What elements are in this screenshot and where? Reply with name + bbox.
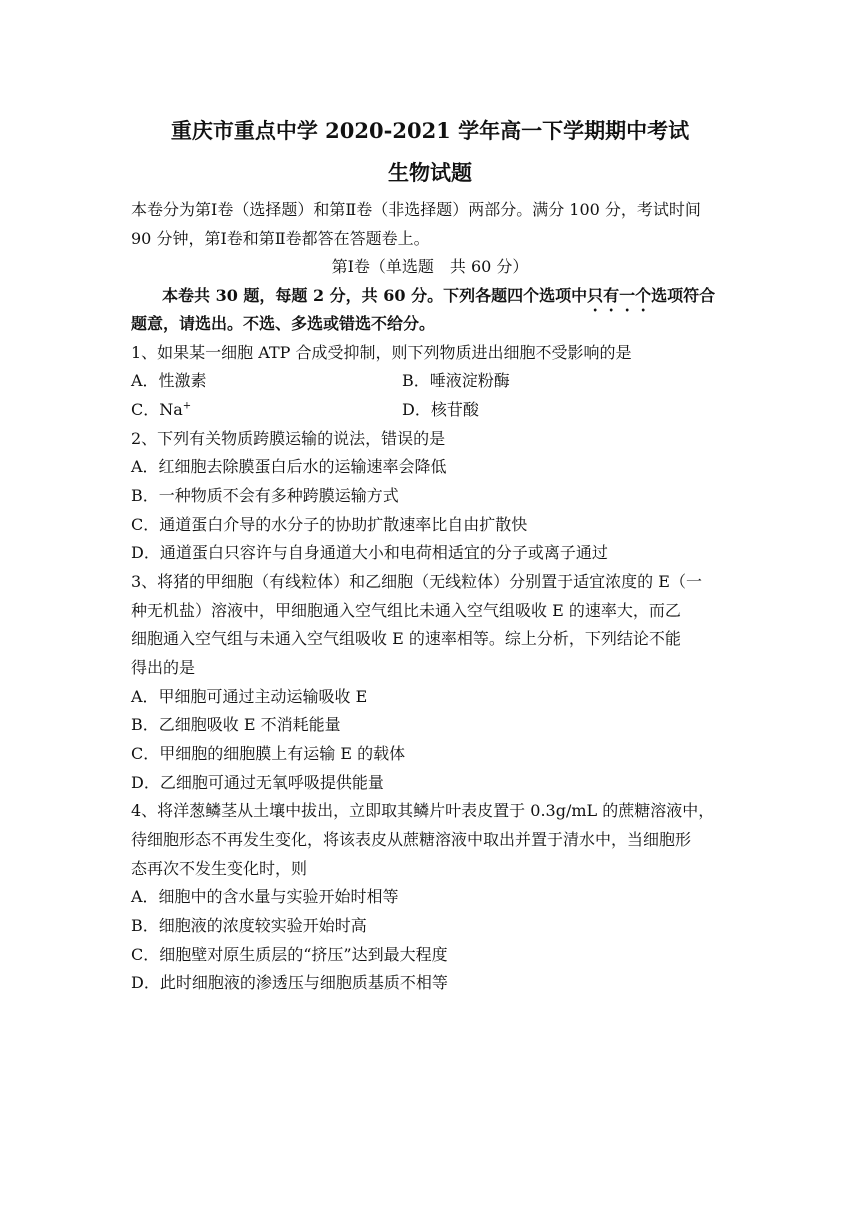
q2-option-c: C．通道蛋白介导的水分子的协助扩散速率比自由扩散快	[131, 515, 528, 534]
q1-stem: 1、如果某一细胞 ATP 合成受抑制，则下列物质进出细胞不受影响的是	[131, 343, 632, 362]
q3-option-a: A．甲细胞可通过主动运输吸收 E	[131, 687, 368, 706]
q4-stem-3: 态再次不发生变化时，则	[131, 859, 308, 878]
q4-option-d: D．此时细胞液的渗透压与细胞质基质不相等	[131, 973, 448, 992]
q1-option-d: D．核苷酸	[402, 400, 479, 419]
q3-stem-1: 3、将猪的甲细胞（有线粒体）和乙细胞（无线粒体）分别置于适宜浓度的 E（一	[131, 572, 702, 591]
q1-option-a: A．性激素	[131, 371, 207, 390]
q2-option-a: A．红细胞去除膜蛋白后水的运输速率会降低	[131, 457, 447, 476]
instructions-emphasis: 只有一个	[587, 286, 652, 305]
q4-option-c: C．细胞壁对原生质层的“挤压”达到最大程度	[131, 945, 448, 964]
q4-stem-2: 待细胞形态不再发生变化，将该表皮从蔗糖溶液中取出并置于清水中，当细胞形	[131, 830, 692, 849]
q2-option-d: D．通道蛋白只容许与自身通道大小和电荷相适宜的分子或离子通过	[131, 543, 608, 562]
section-instructions	[162, 284, 762, 315]
section-instructions-line-2: 题意，请选出。不选、多选或错选不给分。	[131, 314, 436, 333]
q4-stem-1: 4、将洋葱鳞茎从土壤中拔出，立即取其鳞片叶表皮置于 0.3g/mL 的蔗糖溶液中，	[131, 801, 715, 820]
q2-stem: 2、下列有关物质跨膜运输的说法，错误的是	[131, 429, 446, 448]
q3-option-c: C．甲细胞的细胞膜上有运输 E 的载体	[131, 744, 406, 763]
q2-option-b: B．一种物质不会有多种跨膜运输方式	[131, 486, 399, 505]
q1-option-b: B．唾液淀粉酶	[402, 371, 510, 390]
q3-stem-4: 得出的是	[131, 658, 196, 677]
q3-stem-3: 细胞通入空气组与未通入空气组吸收 E 的速率相等。综上分析，下列结论不能	[131, 629, 681, 648]
q1-option-c-text: C．Na	[131, 400, 183, 419]
exam-title: 重庆市重点中学 2020-2021 学年高一下学期期中考试	[170, 118, 690, 143]
q3-option-b: B．乙细胞吸收 E 不消耗能量	[131, 715, 341, 734]
instructions-part-a: 本卷共 30 题，每题 2 分，共 60 分。下列各题四个选项中	[162, 286, 588, 305]
exam-subtitle: 生物试题	[388, 160, 472, 185]
q3-stem-2: 种无机盐）溶液中，甲细胞通入空气组比未通入空气组吸收 E 的速率大，而乙	[131, 601, 681, 620]
q1-option-c-sup: +	[182, 400, 192, 412]
instructions-part-b: 选项符合	[651, 286, 716, 305]
section-heading: 第Ⅰ卷（单选题 共 60 分）	[331, 257, 529, 276]
q4-option-a: A．细胞中的含水量与实验开始时相等	[131, 887, 399, 906]
intro-line-2: 90 分钟，第Ⅰ卷和第Ⅱ卷都答在答题卷上。	[131, 229, 430, 248]
q3-option-d: D．乙细胞可通过无氧呼吸提供能量	[131, 773, 384, 792]
q4-option-b: B．细胞液的浓度较实验开始时高	[131, 916, 367, 935]
intro-line-1: 本卷分为第Ⅰ卷（选择题）和第Ⅱ卷（非选择题）两部分。满分 100 分，考试时间	[131, 200, 701, 219]
